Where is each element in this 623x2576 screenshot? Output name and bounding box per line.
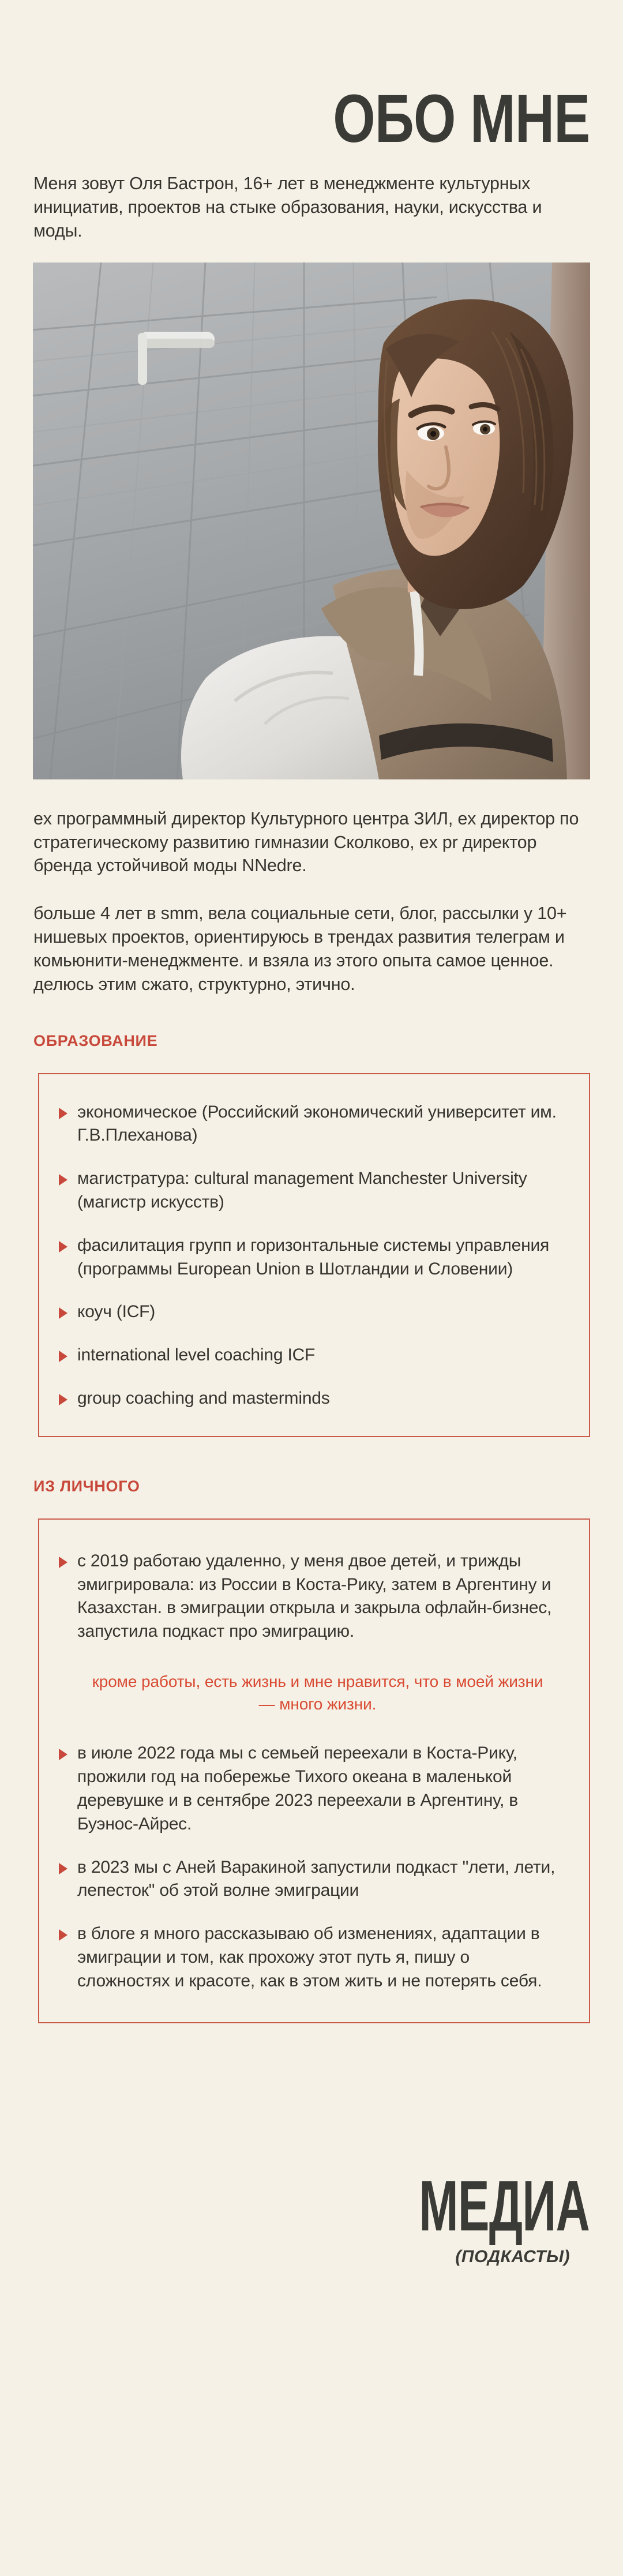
list-item [59, 1550, 566, 1644]
triangle-bullet-icon [59, 1394, 67, 1405]
list-item [59, 1234, 566, 1281]
list-item-label: экономическое (Российский экономический университет им. Г.В.Плеханова) [77, 1102, 557, 1145]
list-item-label: в июле 2022 года мы с семьей переехали в Коста-Рику, прожили год на побережье Тихого океана в маленькой деревушке и в сентябре 2023 переехали в Аргентину, в Буэнос-Айрес. [77, 1743, 518, 1833]
page-title: ОБО МНЕ [332, 81, 590, 157]
list-item-label: с 2019 работаю удаленно, у меня двое детей, и трижды эмигрировала: из России в Коста-Рику, затем в Аргентину и Казахстан. в эмиграции открыла и закрыла офлайн-бизнес, запустила подкаст про эмиграцию. [77, 1551, 552, 1641]
personal-list-top [59, 1550, 566, 1644]
list-item-label: магистратура: cultural management Manchester University (магистр искусств) [77, 1169, 527, 1212]
list-item [59, 1167, 566, 1214]
list-item [59, 1300, 566, 1324]
page-title-row [0, 0, 623, 157]
roles-paragraph: ex программный директор Культурного центра ЗИЛ, ex директор по стратегическому развитию гимназии Сколково, ex pr директор бренда устойчивой моды NNedre. [33, 808, 579, 876]
list-item-label: коуч (ICF) [77, 1302, 156, 1322]
triangle-bullet-icon [59, 1241, 67, 1253]
media-section [0, 2166, 623, 2267]
portrait-photo-wrapper [0, 263, 623, 779]
list-item [59, 1101, 566, 1148]
personal-box [38, 1518, 590, 2023]
personal-quote: кроме работы, есть жизнь и мне нравится, что в моей жизни — много жизни. [92, 1673, 543, 1713]
education-list [59, 1101, 566, 1411]
triangle-bullet-icon [59, 1108, 67, 1119]
smm-paragraph: больше 4 лет в smm, вела социальные сети, блог, рассылки у 10+ нишевых проектов, ориентируюсь в трендах развития телеграм и комьюнити-менеджменте. и взяла из этого опыта самое ценное. делюсь этим сжато, структурно, этично. [33, 903, 567, 994]
education-box [38, 1073, 590, 1437]
list-item-label: в 2023 мы с Аней Варакиной запустили подкаст "лети, лети, лепесток" об этой волне эмиграции [77, 1857, 556, 1900]
list-item [59, 1742, 566, 1836]
list-item [59, 1344, 566, 1367]
list-item [59, 1856, 566, 1903]
education-heading: ОБРАЗОВАНИЕ [33, 1032, 158, 1049]
intro-paragraph: Меня зовут Оля Бастрон, 16+ лет в менеджменте культурных инициатив, проектов на стыке образования, науки, искусства и моды. [33, 174, 542, 241]
triangle-bullet-icon [59, 1749, 67, 1760]
triangle-bullet-icon [59, 1557, 67, 1568]
triangle-bullet-icon [59, 1307, 67, 1319]
media-title: МЕДИА [419, 2166, 590, 2246]
list-item-label: international level coaching ICF [77, 1345, 316, 1365]
list-item-label: group coaching and masterminds [77, 1389, 330, 1408]
portrait-photo-illustration [33, 263, 590, 779]
triangle-bullet-icon [59, 1351, 67, 1362]
portrait-photo [33, 263, 590, 779]
triangle-bullet-icon [59, 1863, 67, 1874]
media-subtitle: (ПОДКАСТЫ) [455, 2247, 570, 2266]
bottom-spacer [0, 2267, 623, 2301]
list-item [59, 1922, 566, 1993]
personal-list-bottom [59, 1742, 566, 1993]
triangle-bullet-icon [59, 1174, 67, 1186]
personal-heading: ИЗ ЛИЧНОГО [33, 1477, 140, 1495]
list-item-label: в блоге я много рассказываю об изменениях, адаптации в эмиграции и том, как прохожу этот путь я, пишу о сложностях и красоте, как в этом жить и не потерять себя. [77, 1924, 542, 1990]
triangle-bullet-icon [59, 1929, 67, 1941]
list-item-label: фасилитация групп и горизонтальные системы управления (программы European Union в Шотландии и Словении) [77, 1235, 550, 1278]
list-item [59, 1387, 566, 1411]
